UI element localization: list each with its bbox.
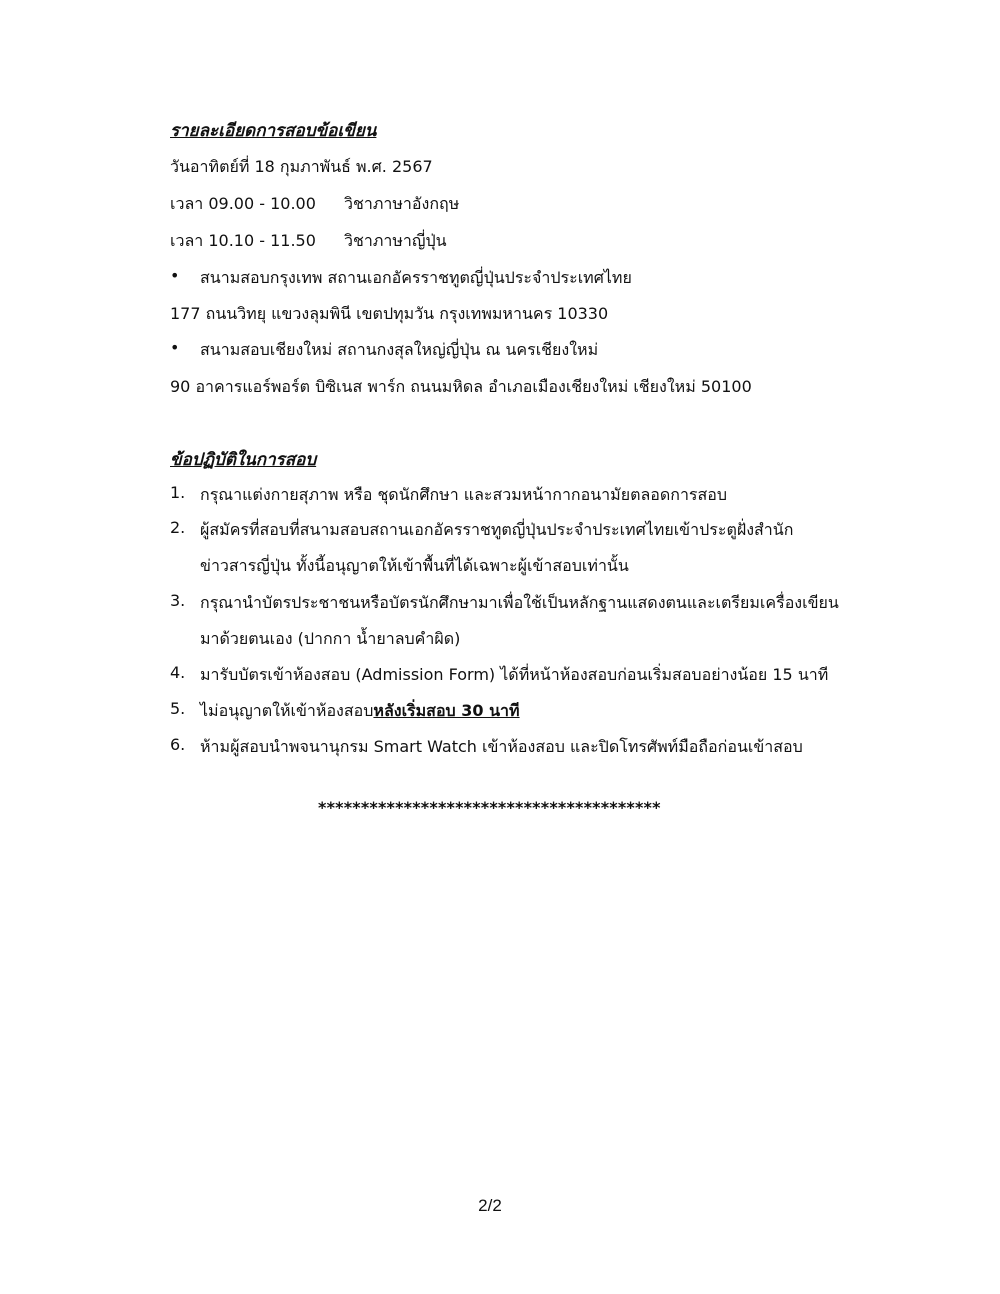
rule-text: มาด้วยตนเอง (ปากกา น้ำยาลบคำผิด) <box>200 629 461 648</box>
venue-name: สนามสอบเชียงใหม่ สถานกงสุลใหญ่ญี่ปุ่น ณ นครเชียงใหม่ <box>200 340 599 359</box>
rule-text: ผู้สมัครที่สอบที่สนามสอบสถานเอกอัครราชทูตญี่ปุ่นประจำประเทศไทยเข้าประตูฝั่งสำนัก <box>200 520 794 539</box>
rule-text: มารับบัตรเข้าห้องสอบ (Admission Form) ได้ที่หน้าห้องสอบก่อนเริ่มสอบอย่างน้อย 15 นาที <box>200 665 829 684</box>
exam-session-japanese <box>170 229 447 254</box>
rule-text: ข่าวสารญี่ปุ่น ทั้งนี้อนุญาตให้เข้าพื้นที่ได้เฉพาะผู้เข้าสอบเท่านั้น <box>200 556 629 575</box>
rule-text: กรุณานำบัตรประชาชนหรือบัตรนักศึกษามาเพื่อใช้เป็นหลักฐานแสดงตนและเตรียมเครื่องเขียน <box>200 593 839 612</box>
exam-date: วันอาทิตย์ที่ 18 กุมภาพันธ์ พ.ศ. 2567 <box>170 157 433 176</box>
page-number: 2/2 <box>478 1196 502 1215</box>
exam-session-english <box>170 192 459 217</box>
session-time: เวลา 10.10 - 11.50 <box>170 231 316 250</box>
rule-number: 4. <box>170 663 186 682</box>
rule-text: ห้ามผู้สอบนำพจนานุกรม Smart Watch เข้าห้องสอบ และปิดโทรศัพท์มือถือก่อนเข้าสอบ <box>200 737 803 756</box>
rule-emphasis: หลังเริ่มสอบ 30 นาที <box>373 701 520 720</box>
session-subject: วิชาภาษาญี่ปุ่น <box>344 231 447 250</box>
venue-chiangmai-address: 90 อาคารแอร์พอร์ต บิซิเนส พาร์ก ถนนมหิดล อำเภอเมืองเชียงใหม่ เชียงใหม่ 50100 <box>170 377 752 396</box>
rule-text-prefix: ไม่อนุญาตให้เข้าห้องสอบ <box>200 701 374 720</box>
rule-number: 1. <box>170 483 186 502</box>
bullet-icon: • <box>170 338 180 357</box>
exam-details-heading: รายละเอียดการสอบข้อเขียน <box>170 121 377 141</box>
session-subject: วิชาภาษาอังกฤษ <box>344 194 460 213</box>
session-time: เวลา 09.00 - 10.00 <box>170 194 316 213</box>
separator-stars: **************************************** <box>318 798 661 817</box>
rule-text: กรุณาแต่งกายสุภาพ หรือ ชุดนักศึกษา และสวมหน้ากากอนามัยตลอดการสอบ <box>200 485 728 504</box>
rule-number: 6. <box>170 735 186 754</box>
rule-number: 2. <box>170 518 186 537</box>
rules-heading: ข้อปฏิบัติในการสอบ <box>170 450 317 470</box>
bullet-icon: • <box>170 266 180 285</box>
venue-name: สนามสอบกรุงเทพ สถานเอกอัครราชทูตญี่ปุ่นประจำประเทศไทย <box>200 268 632 287</box>
venue-bangkok-address: 177 ถนนวิทยุ แขวงลุมพินี เขตปทุมวัน กรุงเทพมหานคร 10330 <box>170 304 609 323</box>
rule-number: 5. <box>170 699 186 718</box>
rule-text <box>200 699 520 724</box>
rule-number: 3. <box>170 591 186 610</box>
